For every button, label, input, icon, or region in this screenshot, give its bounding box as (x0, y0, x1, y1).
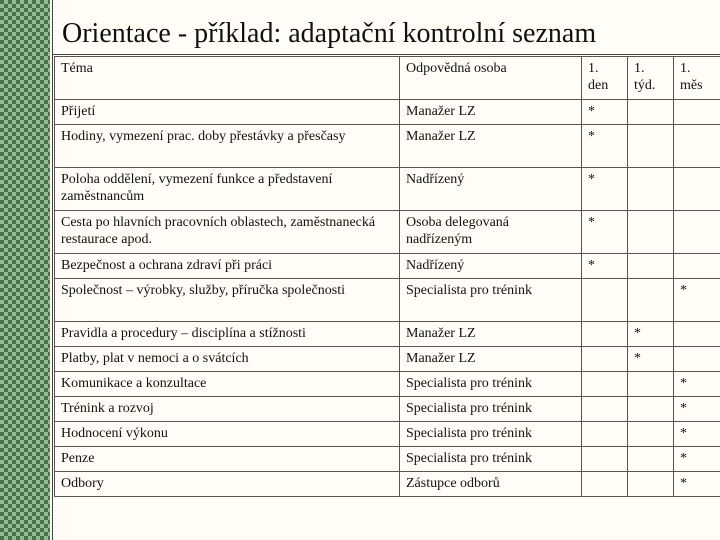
cell-person: Manažer LZ (400, 100, 582, 125)
cell-month (674, 254, 720, 279)
cell-week (628, 422, 674, 447)
cell-month (674, 347, 720, 372)
cell-month: * (674, 472, 720, 497)
cell-day (582, 279, 628, 322)
table-row (55, 254, 720, 279)
cell-week (628, 211, 674, 254)
cell-month (674, 100, 720, 125)
cell-month: * (674, 279, 720, 322)
cell-week (628, 168, 674, 211)
cell-day (582, 372, 628, 397)
cell-week: * (628, 322, 674, 347)
cell-topic: Platby, plat v nemoci a o svátcích (55, 347, 400, 372)
cell-week (628, 372, 674, 397)
header-person: Odpovědná osoba (400, 57, 582, 100)
cell-person: Specialista pro trénink (400, 422, 582, 447)
cell-month (674, 322, 720, 347)
cell-day (582, 347, 628, 372)
cell-topic: Komunikace a konzultace (55, 372, 400, 397)
cell-month (674, 211, 720, 254)
cell-day (582, 447, 628, 472)
cell-week (628, 254, 674, 279)
cell-person: Specialista pro trénink (400, 372, 582, 397)
cell-month: * (674, 372, 720, 397)
cell-week (628, 279, 674, 322)
cell-person: Nadřízený (400, 168, 582, 211)
cell-person: Nadřízený (400, 254, 582, 279)
cell-month (674, 168, 720, 211)
cell-person: Specialista pro trénink (400, 279, 582, 322)
title-underline (52, 54, 720, 55)
cell-week: * (628, 347, 674, 372)
table-row (55, 447, 720, 472)
cell-person: Zástupce odborů (400, 472, 582, 497)
cell-person: Specialista pro trénink (400, 447, 582, 472)
cell-week (628, 447, 674, 472)
cell-day (582, 397, 628, 422)
cell-topic: Bezpečnost a ochrana zdraví při práci (55, 254, 400, 279)
cell-person: Osoba delegovaná nadřízeným (400, 211, 582, 254)
header-day: 1. den (582, 57, 628, 100)
table-row (55, 347, 720, 372)
cell-topic: Pravidla a procedury – disciplína a stížnosti (55, 322, 400, 347)
header-month: 1. měs (674, 57, 720, 100)
cell-month: * (674, 422, 720, 447)
cell-topic: Poloha oddělení, vymezení funkce a představení zaměstnancům (55, 168, 400, 211)
cell-week (628, 100, 674, 125)
cell-day: * (582, 168, 628, 211)
cell-month: * (674, 447, 720, 472)
table-header-row (55, 57, 720, 100)
cell-day (582, 472, 628, 497)
cell-topic: Penze (55, 447, 400, 472)
cell-person: Manažer LZ (400, 347, 582, 372)
cell-month: * (674, 397, 720, 422)
table-row (55, 322, 720, 347)
checklist-table (54, 56, 720, 497)
cell-week (628, 397, 674, 422)
cell-topic: Odbory (55, 472, 400, 497)
cell-day (582, 422, 628, 447)
decorative-checker-strip (0, 0, 50, 540)
cell-day: * (582, 100, 628, 125)
table-row (55, 100, 720, 125)
table-row (55, 372, 720, 397)
cell-person: Manažer LZ (400, 322, 582, 347)
cell-day: * (582, 254, 628, 279)
cell-day (582, 322, 628, 347)
cell-day: * (582, 211, 628, 254)
slide-title: Orientace - příklad: adaptační kontrolní seznam (62, 18, 597, 49)
cell-person: Manažer LZ (400, 125, 582, 168)
table-row (55, 211, 720, 254)
cell-topic: Přijetí (55, 100, 400, 125)
cell-week (628, 125, 674, 168)
vertical-divider (52, 0, 53, 540)
table-row (55, 422, 720, 447)
cell-person: Specialista pro trénink (400, 397, 582, 422)
cell-topic: Hodiny, vymezení prac. doby přestávky a přesčasy (55, 125, 400, 168)
cell-topic: Společnost – výrobky, služby, příručka společnosti (55, 279, 400, 322)
cell-day: * (582, 125, 628, 168)
cell-month (674, 125, 720, 168)
table-row (55, 125, 720, 168)
table-row (55, 168, 720, 211)
cell-topic: Cesta po hlavních pracovních oblastech, zaměstnanecká restaurace apod. (55, 211, 400, 254)
header-topic: Téma (55, 57, 400, 100)
table-row (55, 279, 720, 322)
cell-topic: Trénink a rozvoj (55, 397, 400, 422)
cell-topic: Hodnocení výkonu (55, 422, 400, 447)
cell-week (628, 472, 674, 497)
table-row (55, 397, 720, 422)
header-week: 1. týd. (628, 57, 674, 100)
table-row (55, 472, 720, 497)
